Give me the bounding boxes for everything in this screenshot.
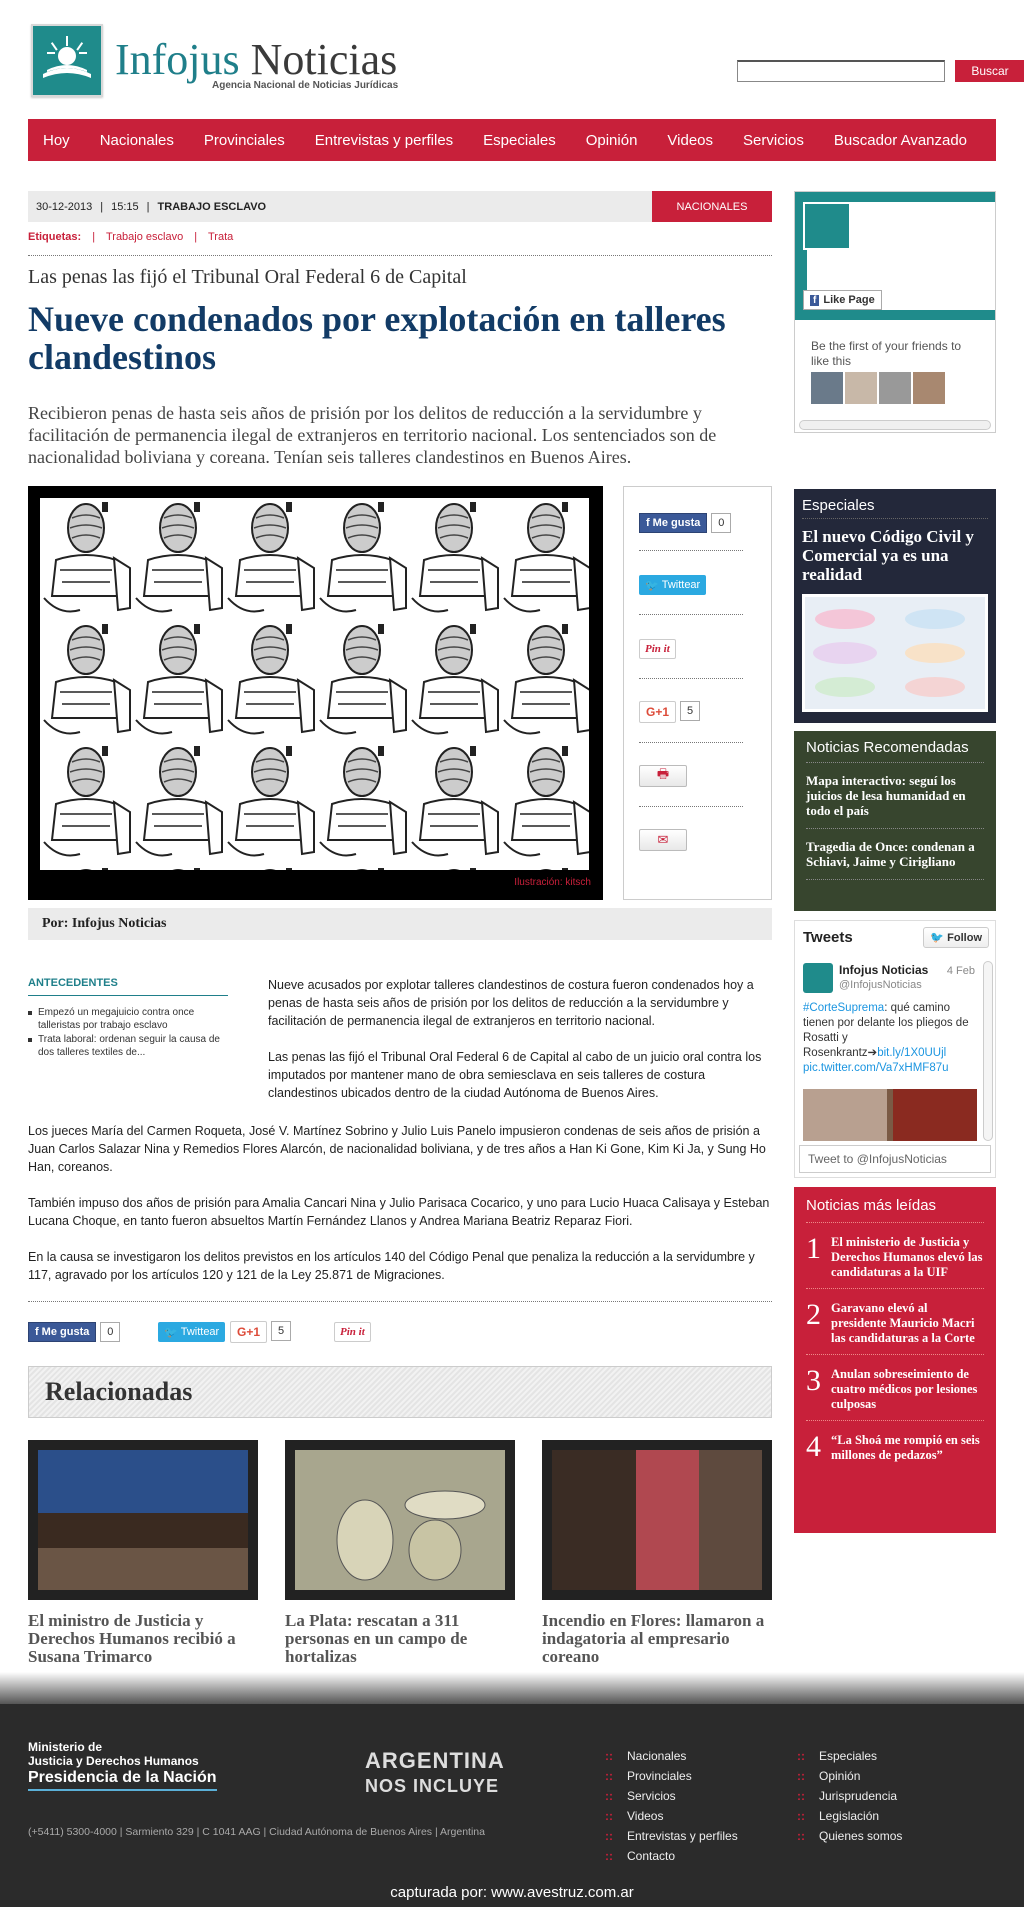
- avatar[interactable]: [845, 372, 877, 404]
- gplus-button[interactable]: G+1: [639, 701, 676, 723]
- footer-link[interactable]: :: Opinión: [797, 1766, 902, 1786]
- tags-separator: |: [194, 231, 198, 243]
- twitter-tweet-button[interactable]: [158, 1322, 225, 1342]
- footer-link[interactable]: :: Jurisprudencia: [797, 1786, 902, 1806]
- tweets-title: Tweets: [803, 929, 853, 946]
- footer-link[interactable]: :: Especiales: [797, 1746, 902, 1766]
- logo-title-part1: Infojus: [115, 35, 240, 84]
- avatar[interactable]: [811, 372, 843, 404]
- facebook-likes-count: 36K likes: [857, 223, 902, 235]
- body-paragraph: Nueve acusados por explotar talleres clandestinos de costura fueron condenados hoy a penas de hasta seis años de prisión por los delitos de reducción a la servidumbre y facilitación de permanencia ilegal de extranjeros en territorio nacional.: [268, 978, 754, 1028]
- divider: [28, 1301, 772, 1302]
- footer-link[interactable]: :: Entrevistas y perfiles: [605, 1826, 738, 1846]
- antecedentes-link[interactable]: Empezó un megajuicio contra once talleristas por trabajo esclavo: [28, 1006, 228, 1032]
- search-input[interactable]: [737, 60, 945, 82]
- logo-icon[interactable]: [31, 24, 103, 97]
- mas-leidas-label: Noticias más leídas: [806, 1197, 984, 1223]
- capture-watermark: capturada por: www.avestruz.com.ar: [390, 1884, 634, 1901]
- body-paragraph: Las penas las fijó el Tribunal Oral Federal 6 de Capital al cabo de un juicio oral contra los imputados por mantener mano de obra semiesclava en seis talleres de costura clandestinos ubicados dentro de la ciudad Autónoma de Buenos Aires.: [268, 1050, 762, 1100]
- facebook-like-button[interactable]: [639, 513, 707, 533]
- meta-separator: |: [100, 200, 104, 213]
- body-paragraph: También impuso dos años de prisión para Amalia Cancari Nina y Julio Parisaca Cocarico, y uno para Lucio Huaca Calisaya y Esteban Lucana Choque, en tanto fueron absueltos Martín Fernández Llanos y Andrea Mariana Beatriz Reparaz Fiori.: [28, 1196, 770, 1228]
- recomendada-link[interactable]: Mapa interactivo: seguí los juicios de lesa humanidad en todo el país: [806, 763, 984, 829]
- pinterest-pin-button[interactable]: Pin it: [334, 1322, 371, 1342]
- tag-link-trata[interactable]: Trata: [208, 231, 234, 243]
- nav-item-servicios[interactable]: Servicios: [743, 131, 804, 149]
- facebook-scrollbar[interactable]: [799, 420, 991, 430]
- main-nav: [28, 119, 996, 161]
- article-body-top: [268, 976, 772, 1120]
- share-row-gplus: [639, 679, 743, 743]
- twitter-tweet-button[interactable]: [639, 575, 706, 595]
- logo-title-part2: Noticias: [250, 35, 398, 84]
- footer-address: (+5411) 5300-4000 | Sarmiento 329 | C 1041 AAG | Ciudad Autónoma de Buenos Aires | Argentina: [28, 1826, 485, 1838]
- antecedentes-link[interactable]: Trata laboral: ordenan seguir la causa de dos talleres textiles de...: [28, 1033, 228, 1059]
- ministry-logo-line2[interactable]: Justicia y Derechos Humanos: [28, 1754, 199, 1768]
- tags-separator: |: [92, 231, 96, 243]
- twitter-tweet-label: Twittear: [661, 579, 701, 591]
- argentina-logo-line1[interactable]: ARGENTINA: [365, 1748, 505, 1773]
- twitter-follow-button[interactable]: [923, 927, 989, 948]
- tweet-hashtag-link[interactable]: #CorteSuprema: [803, 1002, 885, 1014]
- related-title[interactable]: La Plata: rescatan a 311 personas en un campo de hortalizas: [285, 1611, 468, 1666]
- footer-links-col1: [605, 1746, 738, 1866]
- tags-row: [28, 231, 233, 243]
- antecedentes-list: [28, 1006, 228, 1059]
- gplus-count: 5: [680, 701, 700, 721]
- especiales-image[interactable]: [802, 594, 988, 712]
- nav-item-entrevistas[interactable]: Entrevistas y perfiles: [314, 131, 454, 149]
- nav-item-provinciales[interactable]: Provinciales: [203, 131, 285, 149]
- twitter-tweet-label: Twittear: [180, 1326, 220, 1338]
- facebook-page-name[interactable]: Infojus N...: [857, 204, 934, 221]
- mas-leidas-title[interactable]: Garavano elevó al presidente Mauricio Macri las candidaturas a la Corte: [831, 1301, 975, 1345]
- facebook-like-label: Me gusta: [652, 517, 701, 529]
- footer-link[interactable]: :: Quienes somos: [797, 1826, 902, 1846]
- article-author: Por: Infojus Noticias: [28, 908, 772, 940]
- tag-link-trabajo-esclavo[interactable]: Trabajo esclavo: [105, 231, 184, 243]
- article-date: 30-12-2013: [36, 200, 93, 213]
- body-paragraph: En la causa se investigaron los delitos previstos en los artículos 140 del Código Penal que penaliza la reducción a la servidumbre y 117, agravado por los artículos 120 y 121 de la Ley 25.871 de Migraciones.: [28, 1250, 755, 1282]
- footer-link[interactable]: :: Contacto: [605, 1846, 738, 1866]
- related-image[interactable]: [28, 1440, 258, 1600]
- twitter-bird-icon: 🐦: [645, 579, 659, 592]
- recomendada-link[interactable]: Tragedia de Once: condenan a Schiavi, Jaime y Cirigliano: [806, 829, 984, 880]
- footer-shadow: [0, 1672, 1024, 1704]
- tweet-user-handle[interactable]: @InfojusNoticias: [839, 979, 922, 991]
- mas-leidas-item[interactable]: [806, 1355, 984, 1421]
- avatar[interactable]: [879, 372, 911, 404]
- illustration: [40, 498, 589, 870]
- mas-leidas-number: 3: [806, 1364, 821, 1397]
- mas-leidas-item[interactable]: [806, 1421, 984, 1471]
- nav-item-opinion[interactable]: Opinión: [585, 131, 638, 149]
- nav-item-nacionales[interactable]: Nacionales: [99, 131, 174, 149]
- nav-item-buscador[interactable]: Buscador Avanzado: [833, 131, 968, 149]
- facebook-icon: f: [810, 295, 819, 306]
- facebook-icon: f: [646, 517, 650, 529]
- presidency-logo[interactable]: Presidencia de la Nación: [28, 1769, 217, 1791]
- site-footer: [0, 1704, 1024, 1907]
- tweet-user-name[interactable]: Infojus Noticias: [839, 963, 929, 977]
- tweet-to-input[interactable]: Tweet to @InfojusNoticias: [799, 1145, 991, 1173]
- article-lead: Recibieron penas de hasta seis años de prisión por los delitos de reducción a la servidumbre y facilitación de permanencia ilegal de extranjeros en territorio nacional. Los sentenciados son de nacionalidad boliviana y coreana. Tenían seis talleres clandestinos en Buenos Aires.: [28, 403, 717, 467]
- article-time: 15:15: [111, 200, 139, 213]
- pinterest-pin-button[interactable]: Pin it: [639, 639, 676, 659]
- mas-leidas-title[interactable]: Anulan sobreseimiento de cuatro médicos por lesiones culposas: [831, 1367, 978, 1411]
- article-image: [28, 486, 603, 900]
- relacionadas-title: Relacionadas: [45, 1377, 193, 1406]
- image-credit: Ilustración: kitsch: [514, 877, 591, 888]
- nav-item-hoy[interactable]: Hoy: [43, 131, 70, 149]
- facebook-page-widget: [794, 191, 996, 433]
- share-row-print: [639, 743, 743, 807]
- article-meta-bar: [28, 191, 772, 222]
- facebook-like-page-button[interactable]: [803, 290, 882, 310]
- tweets-scrollbar[interactable]: [983, 961, 993, 1141]
- body-paragraph: Los jueces María del Carmen Roqueta, José V. Martínez Sobrino y Julio Luis Panelo impusieron condenas de seis años de prisión a Juan Carlos Salazar Nina y Remedios Flores Alarcón, de nacionalidad boliviana, y de tres años a Han Ki Gone, Kim Ki Ja, y Sung Ho Han, coreanos.: [28, 1124, 766, 1174]
- site-header: [28, 20, 1009, 100]
- mas-leidas-title[interactable]: El ministerio de Justicia y Derechos Humanos elevó las candidaturas a la UIF: [831, 1235, 983, 1279]
- recomendadas-label: Noticias Recomendadas: [806, 739, 984, 763]
- nav-item-videos[interactable]: Videos: [667, 131, 714, 149]
- gplus-count: 5: [271, 1321, 291, 1341]
- related-card[interactable]: [28, 1440, 258, 1666]
- logo-subtitle: Agencia Nacional de Noticias Jurídicas: [212, 80, 399, 91]
- divider: [28, 255, 772, 256]
- antecedentes-title: ANTECEDENTES: [28, 977, 228, 996]
- related-title[interactable]: El ministro de Justicia y Derechos Humanos recibió a Susana Trimarco: [28, 1611, 236, 1666]
- mas-leidas-number: 2: [806, 1298, 821, 1331]
- especiales-title[interactable]: El nuevo Código Civil y Comercial ya es una realidad: [802, 527, 974, 584]
- footer-links-col2: [797, 1746, 902, 1846]
- article-volanta: Las penas las fijó el Tribunal Oral Federal 6 de Capital: [28, 266, 467, 288]
- facebook-like-button[interactable]: [28, 1322, 96, 1342]
- tweet-link[interactable]: pic.twitter.com/Va7xHMF87u: [803, 1062, 949, 1074]
- article-topic: TRABAJO ESCLAVO: [157, 200, 267, 213]
- twitter-bird-icon: 🐦: [930, 932, 945, 944]
- share-row-email: [639, 807, 743, 871]
- nav-item-especiales[interactable]: Especiales: [483, 131, 556, 149]
- share-row-pinterest: [639, 615, 743, 679]
- ministry-logo-line1[interactable]: Ministerio de: [28, 1740, 103, 1754]
- facebook-page-avatar[interactable]: [803, 202, 851, 250]
- twitter-bird-icon: 🐦: [164, 1326, 178, 1339]
- facebook-like-page-label: Like Page: [823, 294, 875, 306]
- related-card[interactable]: [285, 1440, 515, 1666]
- logo-title[interactable]: [115, 35, 398, 84]
- footer-link[interactable]: :: Servicios: [605, 1786, 738, 1806]
- tweet-photo[interactable]: [803, 1089, 977, 1141]
- print-button[interactable]: [639, 765, 687, 787]
- argentina-logo-line2[interactable]: NOS INCLUYE: [365, 1776, 500, 1796]
- mas-leidas-number: 1: [806, 1232, 821, 1265]
- facebook-icon: f: [35, 1326, 39, 1338]
- facebook-friends-text: Be the first of your friends to like this: [811, 339, 962, 368]
- printer-icon: 🖶: [656, 766, 670, 781]
- share-row-facebook: [639, 487, 743, 551]
- twitter-follow-label: Follow: [947, 932, 982, 944]
- section-badge[interactable]: NACIONALES: [652, 191, 772, 222]
- tweet-link[interactable]: bit.ly/1X0UUjl: [877, 1047, 947, 1059]
- related-title[interactable]: Incendio en Flores: llamaron a indagatoria al empresario coreano: [542, 1611, 765, 1666]
- tweet-text: [803, 1001, 979, 1076]
- mas-leidas-title[interactable]: “La Shoá me rompió en seis millones de pedazos”: [831, 1433, 980, 1462]
- footer-link[interactable]: :: Provinciales: [605, 1766, 738, 1786]
- related-card[interactable]: [542, 1440, 772, 1666]
- footer-link[interactable]: :: Nacionales: [605, 1746, 738, 1766]
- recomendadas-box: [794, 731, 996, 911]
- envelope-icon: ✉: [657, 832, 669, 847]
- article-headline: Nueve condenados por explotación en talleres clandestinos: [28, 299, 726, 377]
- especiales-box: [794, 489, 996, 723]
- mas-leidas-number: 4: [806, 1430, 821, 1463]
- facebook-like-count: 0: [100, 1322, 120, 1342]
- footer-link[interactable]: :: Videos: [605, 1806, 738, 1826]
- mas-leidas-item[interactable]: [806, 1289, 984, 1355]
- antecedentes-box: [28, 977, 228, 1060]
- facebook-like-count: 0: [711, 513, 731, 533]
- article-body: [28, 1122, 772, 1302]
- tweet-body: : qué camino tienen por delante los pliegos de Rosatti y Rosenkrantz➔: [803, 1002, 969, 1059]
- relacionadas-header: [28, 1366, 772, 1418]
- avatar[interactable]: [803, 963, 833, 993]
- avatar[interactable]: [913, 372, 945, 404]
- tweet-date[interactable]: 4 Feb: [946, 965, 975, 977]
- share-row-twitter: [639, 551, 743, 615]
- email-button[interactable]: [639, 829, 687, 851]
- facebook-like-label: Me gusta: [41, 1326, 90, 1338]
- share-bar-bottom: [28, 1322, 772, 1344]
- share-column: [623, 486, 772, 900]
- search-button[interactable]: Buscar: [955, 60, 1024, 82]
- twitter-timeline: [794, 920, 996, 1178]
- related-image[interactable]: [542, 1440, 772, 1600]
- related-image[interactable]: [285, 1440, 515, 1600]
- meta-separator: |: [146, 200, 150, 213]
- mas-leidas-box: [794, 1187, 996, 1533]
- mas-leidas-item[interactable]: [806, 1223, 984, 1289]
- facebook-cover[interactable]: [795, 192, 995, 320]
- gplus-button[interactable]: G+1: [230, 1321, 267, 1343]
- tags-label: Etiquetas:: [28, 231, 82, 243]
- footer-link[interactable]: :: Legislación: [797, 1806, 902, 1826]
- especiales-label: Especiales: [802, 497, 988, 519]
